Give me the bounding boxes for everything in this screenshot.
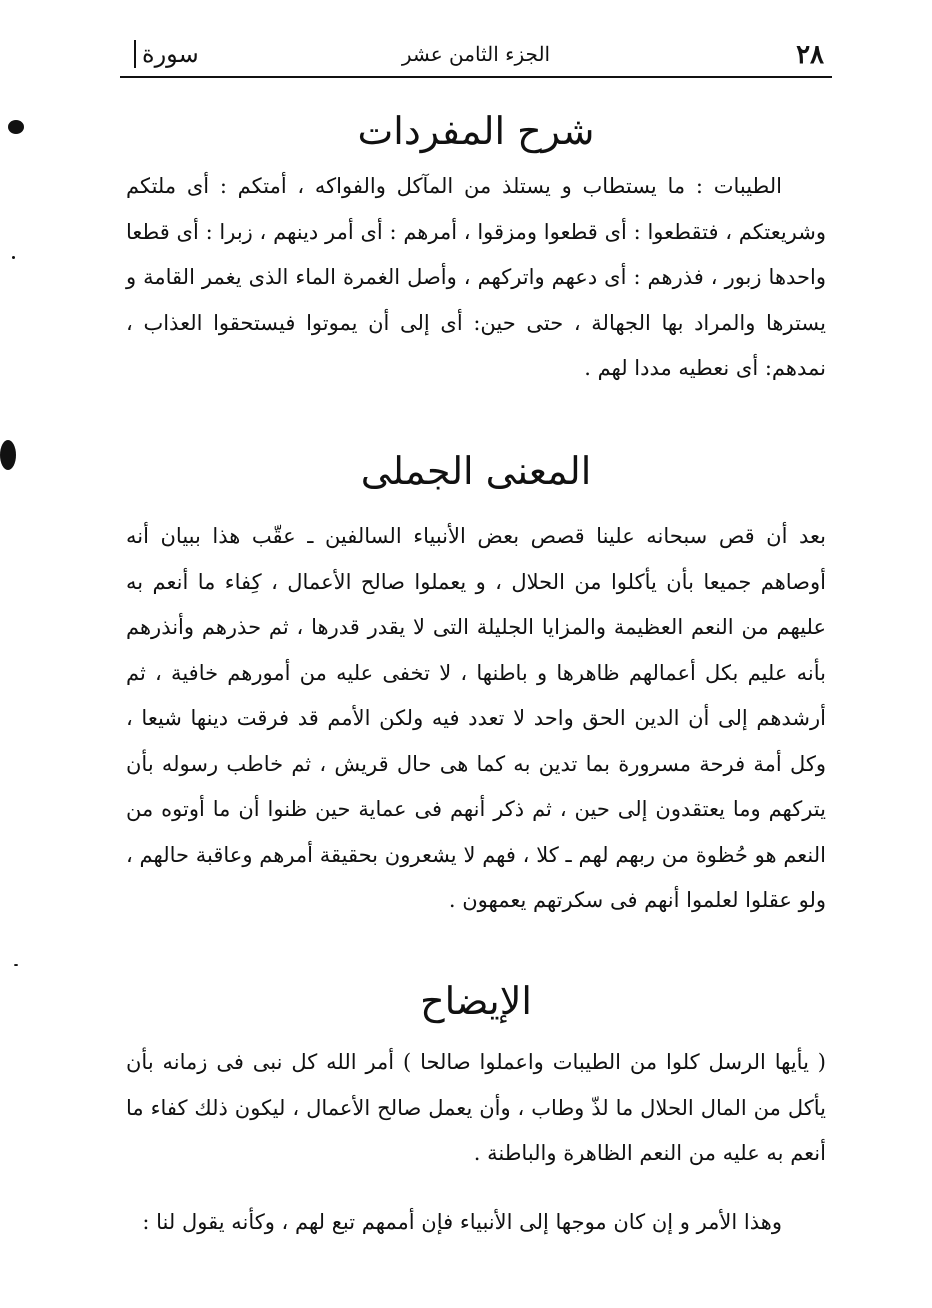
general-meaning-heading: المعنى الجملى (360, 449, 592, 493)
scan-speck (12, 256, 15, 259)
running-header (120, 36, 832, 76)
header-rule (120, 76, 832, 78)
page-number: ٢٨ (796, 40, 824, 70)
scan-speck (0, 440, 16, 470)
explanation-paragraph-2: وهذا الأمر و إن كان موجها إلى الأنبياء فإن أممهم تبع لهم ، وكأنه يقول لنا : (142, 1210, 782, 1234)
surah-label: سورة (134, 40, 199, 68)
explanation-heading: الإيضاح (420, 979, 532, 1023)
scan-speck (14, 964, 18, 966)
vocabulary-heading: شرح المفردات (357, 109, 595, 153)
scan-speck (8, 120, 24, 134)
explanation-paragraph-1: ( يأيها الرسل كلوا من الطيبات واعملوا صالحا ) أمر الله كل نبى فى زمانه بأن يأكل من المال الحلال ما لذّ وطاب ، وأن يعمل صالح الأعمال ، ليكون ذلك كفاء ما أنعم به عليه من النعم الظاهرة والباطنة . (126, 1050, 826, 1165)
vocabulary-paragraph: الطيبات : ما يستطاب و يستلذ من المآكل والفواكه ، أمتكم : أى ملتكم وشريعتكم ، فتقطعوا : أى قطعوا ومزقوا ، أمرهم : أى أمر دينهم ، زبرا : أى قطعا واحدها زبور ، فذرهم : أى دعهم واتركهم ، وأصل الغمرة الماء الذى يغمر القامة و يسترها والمراد بها الجهالة ، حتى حين: أى إلى أن يموتوا فيستحقوا العذاب ، نمدهم: أى نعطيه مددا لهم . (126, 174, 826, 380)
general-meaning-paragraph: بعد أن قص سبحانه علينا قصص بعض الأنبياء السالفين ـ عقّب هذا ببيان أنه أوصاهم جميعا بأن يأكلوا من الحلال ، و يعملوا صالح الأعمال ، كِفاء ما أنعم به عليهم من النعم العظيمة والمزايا الجليلة التى لا يقدر قدرها ، ثم حذرهم وأنذرهم بأنه عليم بكل أعمالهم ظاهرها و باطنها ، لا تخفى عليه من أمورهم خافية ، ثم أرشدهم إلى أن الدين الحق واحد لا تعدد فيه ولكن الأمم قد فرقت دينها شيعا ، وكل أمة فرحة مسرورة بما تدين به كما هى حال قريش ، ثم خاطب رسوله بأن يتركهم وما يعتقدون إلى حين ، ثم ذكر أنهم فى عماية حين ظنوا أن ما أوتوه من النعم هو حُظوة من ربهم لهم ـ كلا ، فهم لا يشعرون بحقيقة أمرهم وعاقبة حالهم ، ولو عقلوا لعلموا أنهم فى سكرتهم يعمهون . (126, 524, 826, 912)
part-title: الجزء الثامن عشر (401, 42, 551, 66)
